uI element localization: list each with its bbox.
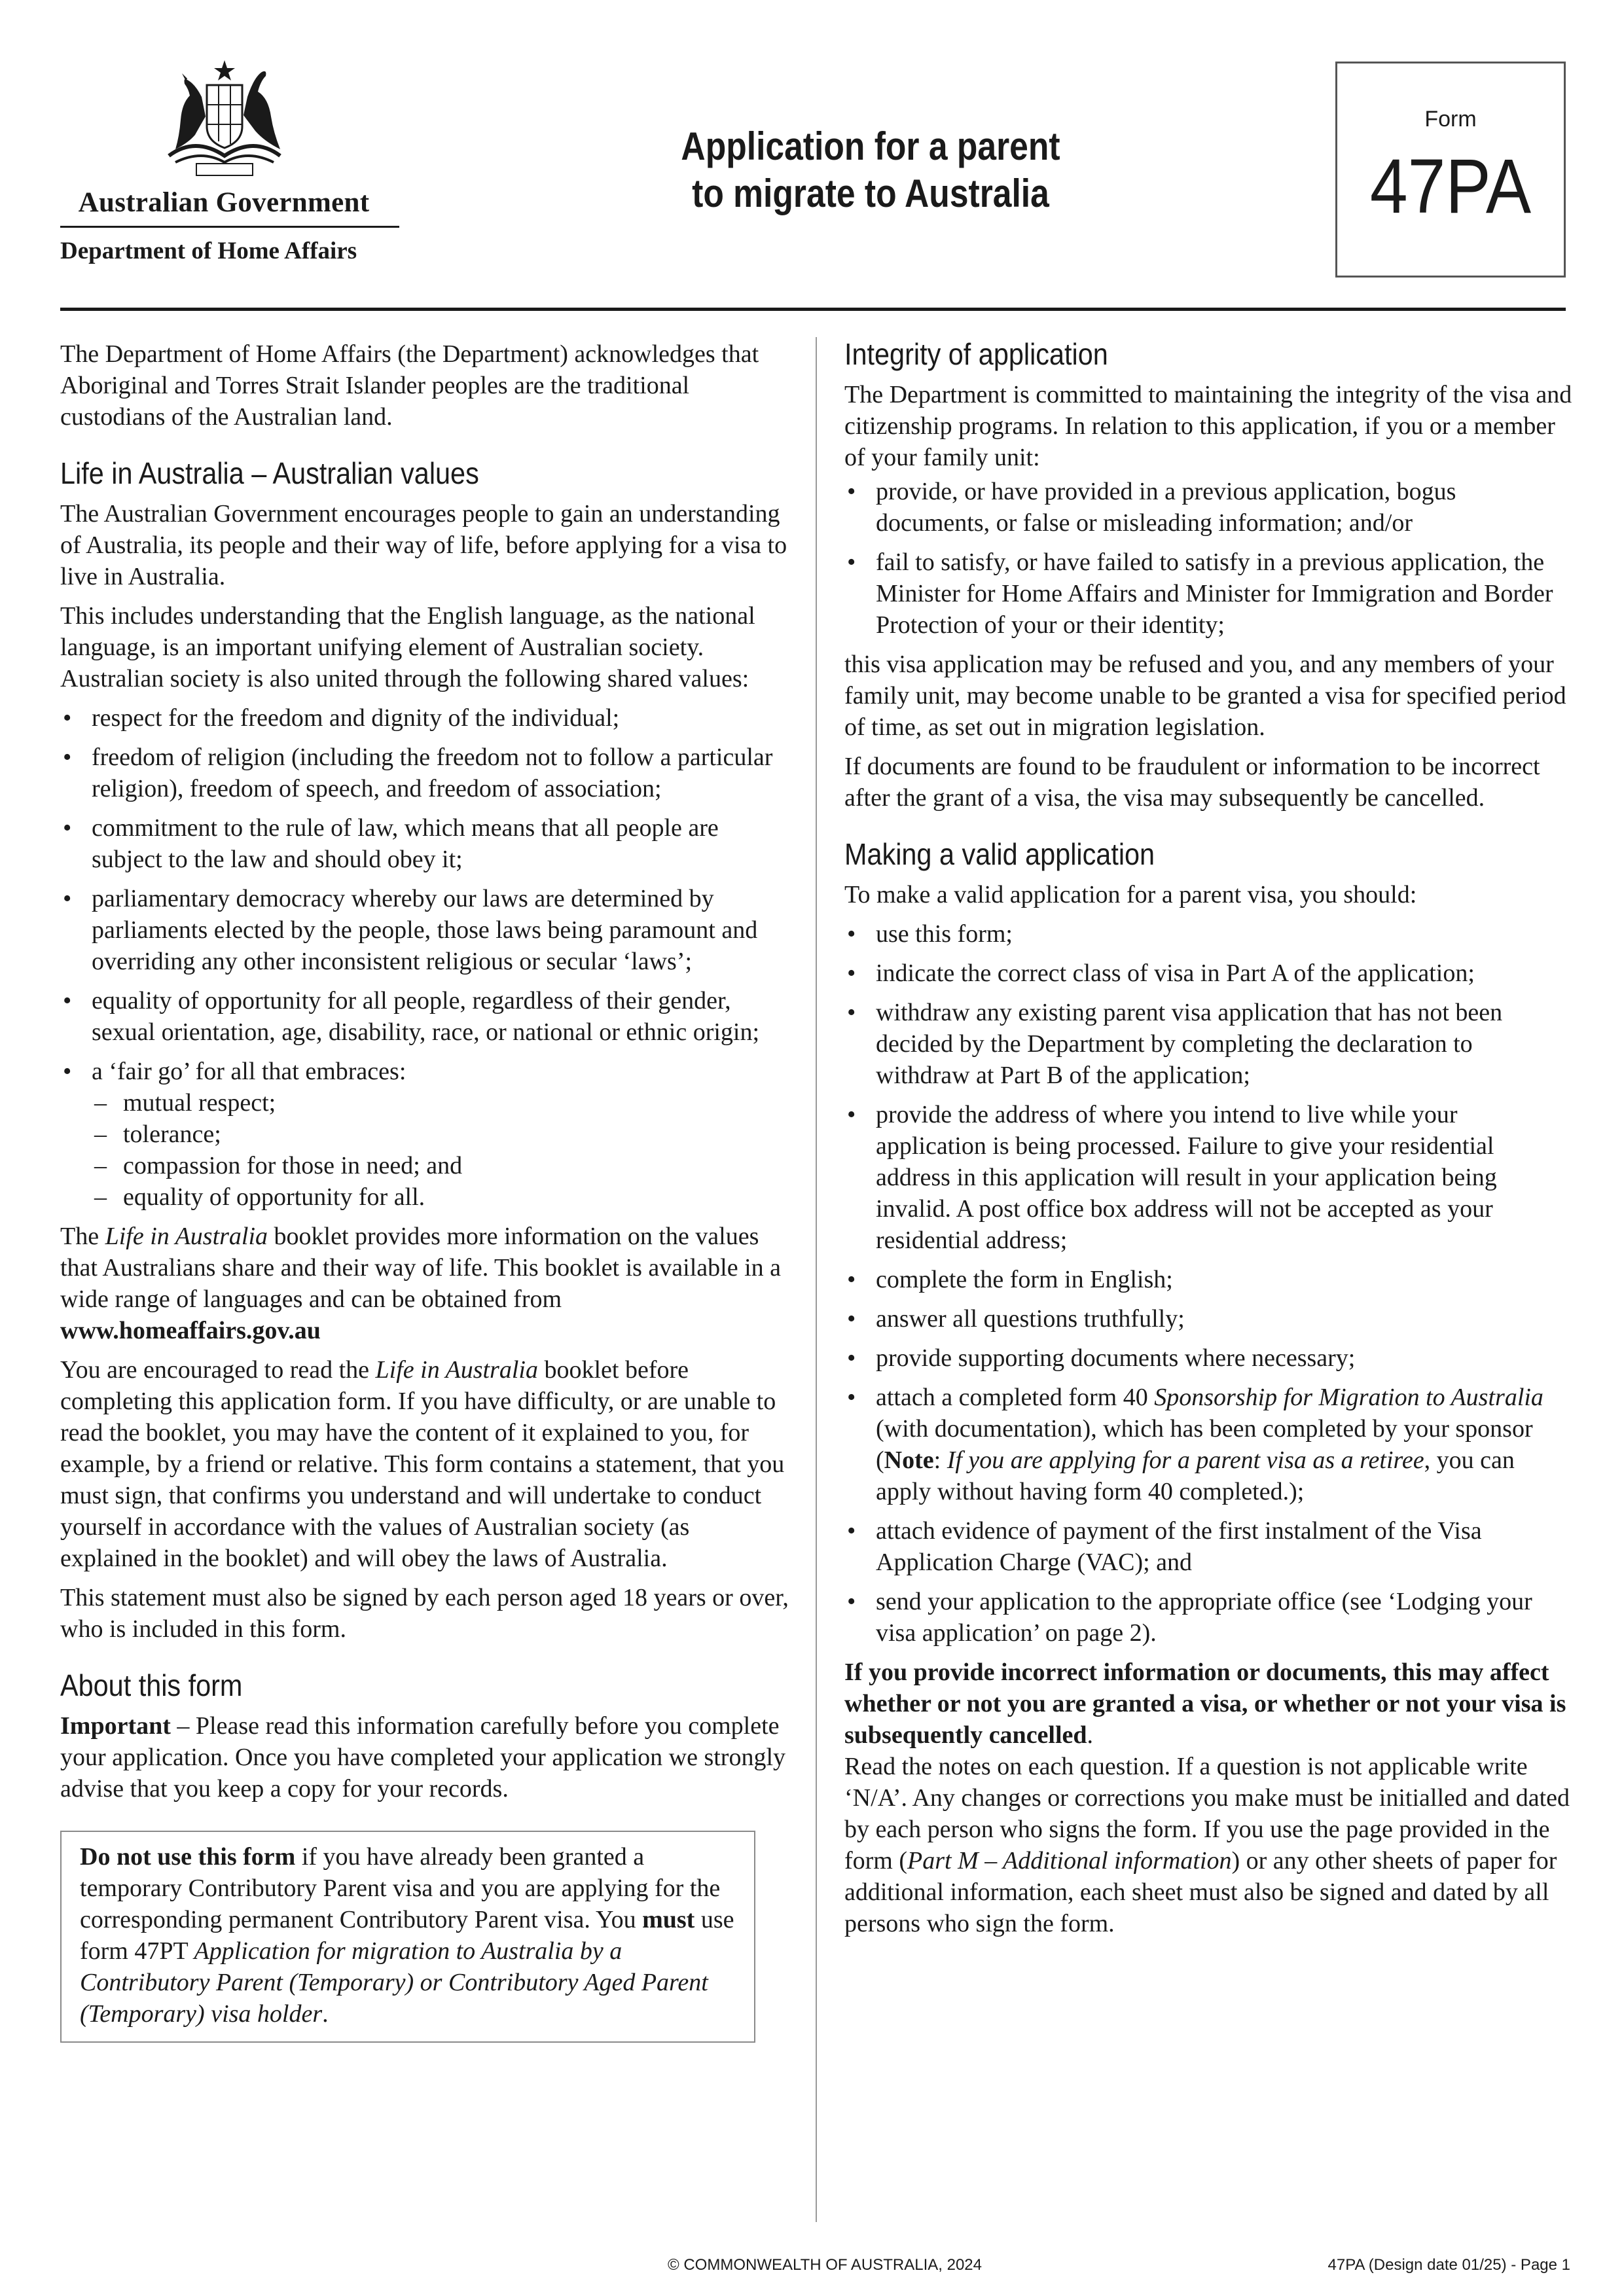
sub-list-item: – mutual respect;	[92, 1087, 790, 1119]
homeaffairs-link[interactable]: www.homeaffairs.gov.au	[60, 1317, 321, 1344]
list-item: • equality of opportunity for all people, regardless of their gender, sexual orientation, age, disability, race, or national or ethnic origin;	[60, 985, 790, 1048]
list-item	[60, 1056, 790, 1213]
coat-of-arms-logo	[149, 58, 300, 182]
form-number-box	[1335, 62, 1566, 278]
government-name: Australian Government	[78, 187, 370, 218]
integrity-consequence-paragraph: this visa application may be refused and you, and any members of your family unit, may become unable to be granted a visa for specified period of time, as set out in migration legislation.	[844, 651, 1566, 741]
header-rule	[60, 308, 1566, 311]
about-paragraph	[60, 1710, 790, 1804]
text-span: ) or any other sheets of paper for additional information, each sheet must also be signed and dated by all persons who sign the form.	[844, 1847, 1557, 1937]
list-item: • fail to satisfy, or have failed to satisfy in a previous application, the Minister for Home Affairs and Minister for Immigration and Border Protection of your or their identity;	[844, 547, 1572, 641]
values-heading: Life in Australia – Australian values	[60, 456, 479, 490]
acknowledgement-paragraph: The Department of Home Affairs (the Department) acknowledges that Aboriginal and Torres Strait Islander peoples are the traditional custodians of the Australian land.	[60, 340, 759, 431]
notice-box	[60, 1831, 755, 2043]
fair-go-label: a ‘fair go’ for all that embraces:	[92, 1058, 406, 1085]
about-heading: About this form	[60, 1668, 243, 1702]
list-item: • provide supporting documents where necessary;	[844, 1342, 1572, 1374]
text-span: The	[60, 1223, 105, 1250]
booklet-title: Life in Australia	[105, 1223, 268, 1250]
list-item: • withdraw any existing parent visa application that has not been decided by the Department by completing the declaration to withdraw at Part B of the application;	[844, 997, 1572, 1091]
text-span: .	[1087, 1721, 1094, 1749]
list-item: • answer all questions truthfully;	[844, 1303, 1572, 1335]
text-span: booklet provides more information on the values that Australians share and their way of life. This booklet is available in a wide range of languages and can be obtained from	[60, 1223, 781, 1313]
form-number: 47PA	[1369, 143, 1532, 230]
text-span: – Please read this information carefully before you complete your application. Once you have completed your application we strongly advise that you keep a copy for your records.	[60, 1712, 786, 1803]
text-span: .	[322, 2000, 329, 2028]
title-line-2: to migrate to Australia	[692, 171, 1049, 215]
list-item: • complete the form in English;	[844, 1264, 1572, 1295]
values-language-paragraph: This includes understanding that the English language, as the national language, is an important unifying element of Australian society. Australian society is also united through the following shared values:	[60, 602, 755, 692]
booklet-title: Life in Australia	[375, 1356, 538, 1384]
list-item: • indicate the correct class of visa in Part A of the application;	[844, 958, 1572, 989]
title-line-1: Application for a parent	[681, 124, 1060, 168]
form-40-title: Sponsorship for Migration to Australia	[1154, 1384, 1543, 1411]
notes-paragraph	[844, 1751, 1572, 1939]
sub-list-item: – equality of opportunity for all.	[92, 1181, 790, 1213]
fair-go-list	[92, 1087, 790, 1213]
valid-application-heading: Making a valid application	[844, 837, 1155, 871]
footer-page-info: 47PA (Design date 01/25) - Page 1	[1327, 2256, 1570, 2274]
column-divider	[816, 337, 817, 2222]
notice-strong: Do not use this form	[80, 1843, 296, 1871]
warning-paragraph	[844, 1657, 1572, 1751]
text-span: (with documentation), which has been completed by your sponsor (	[876, 1415, 1533, 1474]
integrity-fraud-paragraph: If documents are found to be fraudulent or information to be incorrect after the grant of a visa, the visa may subsequently be cancelled.	[844, 753, 1540, 812]
sub-list-item: – compassion for those in need; and	[92, 1150, 790, 1181]
text-span: , you can apply without having form 40 completed.);	[876, 1446, 1515, 1505]
left-column	[60, 338, 790, 2043]
text-span: if you have already been granted a temporary Contributory Parent visa and you are applying for the corresponding permanent Contributory Parent visa. You	[80, 1843, 721, 1933]
list-item: • send your application to the appropriate office (see ‘Lodging your visa application’ on page 2).	[844, 1586, 1572, 1649]
values-intro-paragraph: The Australian Government encourages people to gain an understanding of Australia, its people and their way of life, before applying for a visa to live in Australia.	[60, 500, 787, 590]
list-item: • use this form;	[844, 918, 1572, 950]
valid-intro-paragraph: To make a valid application for a parent visa, you should:	[844, 881, 1417, 908]
form-label: Form	[1424, 107, 1477, 132]
valid-application-list	[844, 918, 1572, 1649]
government-rule	[60, 226, 399, 228]
text-span: Read the notes on each question. If a question is not applicable write ‘N/A’. Any changes or corrections you make must be initialled and dated by each person who signs the form. If you use the page provided in the form (	[844, 1753, 1570, 1874]
integrity-intro-paragraph: The Department is committed to maintaining the integrity of the visa and citizenship programs. In relation to this application, if you or a member of your family unit:	[844, 381, 1572, 471]
statement-paragraph: This statement must also be signed by each person aged 18 years or over, who is included in this form.	[60, 1584, 789, 1643]
part-m-title: Part M – Additional information	[907, 1847, 1232, 1874]
booklet-info-paragraph	[60, 1221, 790, 1346]
integrity-list	[844, 476, 1572, 641]
text-span: use form 47PT	[80, 1906, 734, 1965]
text-span: attach a completed form 40	[876, 1384, 1155, 1411]
retiree-note: If you are applying for a parent visa as a retiree	[947, 1446, 1424, 1474]
notice-must: must	[642, 1906, 695, 1933]
text-span: booklet before completing this application form. If you have difficulty, or are unable to read the booklet, you may have the content of it explained to you, for example, by a friend or relative. This form contains a statement, that you must sign, that confirms you understand and will undertake to conduct yourself in accordance with the values of Australian society (as explained in the booklet) and will obey the laws of Australia.	[60, 1356, 785, 1572]
note-label: Note	[884, 1446, 934, 1474]
text-span: :	[933, 1446, 947, 1474]
right-column	[844, 336, 1572, 1947]
sub-list-item: – tolerance;	[92, 1119, 790, 1150]
document-title	[628, 123, 1113, 217]
list-item: • parliamentary democracy whereby our laws are determined by parliaments elected by the people, those laws being paramount and overriding any other inconsistent religious or secular ‘laws’;	[60, 883, 790, 977]
booklet-read-paragraph	[60, 1354, 790, 1574]
department-name: Department of Home Affairs	[60, 238, 357, 264]
footer-copyright: © COMMONWEALTH OF AUSTRALIA, 2024	[668, 2256, 982, 2274]
coat-of-arms-icon	[149, 58, 300, 182]
integrity-heading: Integrity of application	[844, 337, 1108, 371]
list-item	[844, 1382, 1572, 1507]
important-label: Important	[60, 1712, 171, 1740]
list-item: • freedom of religion (including the freedom not to follow a particular religion), freedom of speech, and freedom of association;	[60, 742, 790, 804]
list-item: • provide the address of where you intend to live while your application is being processed. Failure to give your residential address in this application will result in your application being invalid. A post office box address will not be accepted as your residential address;	[844, 1099, 1572, 1256]
values-list	[60, 702, 790, 1213]
list-item: • commitment to the rule of law, which means that all people are subject to the law and should obey it;	[60, 812, 790, 875]
list-item: • provide, or have provided in a previous application, bogus documents, or false or misleading information; and/or	[844, 476, 1572, 539]
form-47pt-title: Application for migration to Australia by a Contributory Parent (Temporary) or Contributory Aged Parent (Temporary) visa holder	[80, 1937, 708, 2028]
warning-text: If you provide incorrect information or documents, this may affect whether or not you are granted a visa, or whether or not your visa is subsequently cancelled	[844, 1659, 1566, 1749]
list-item: • attach evidence of payment of the first instalment of the Visa Application Charge (VAC); and	[844, 1515, 1572, 1578]
text-span: You are encouraged to read the	[60, 1356, 376, 1384]
list-item: • respect for the freedom and dignity of the individual;	[60, 702, 790, 734]
